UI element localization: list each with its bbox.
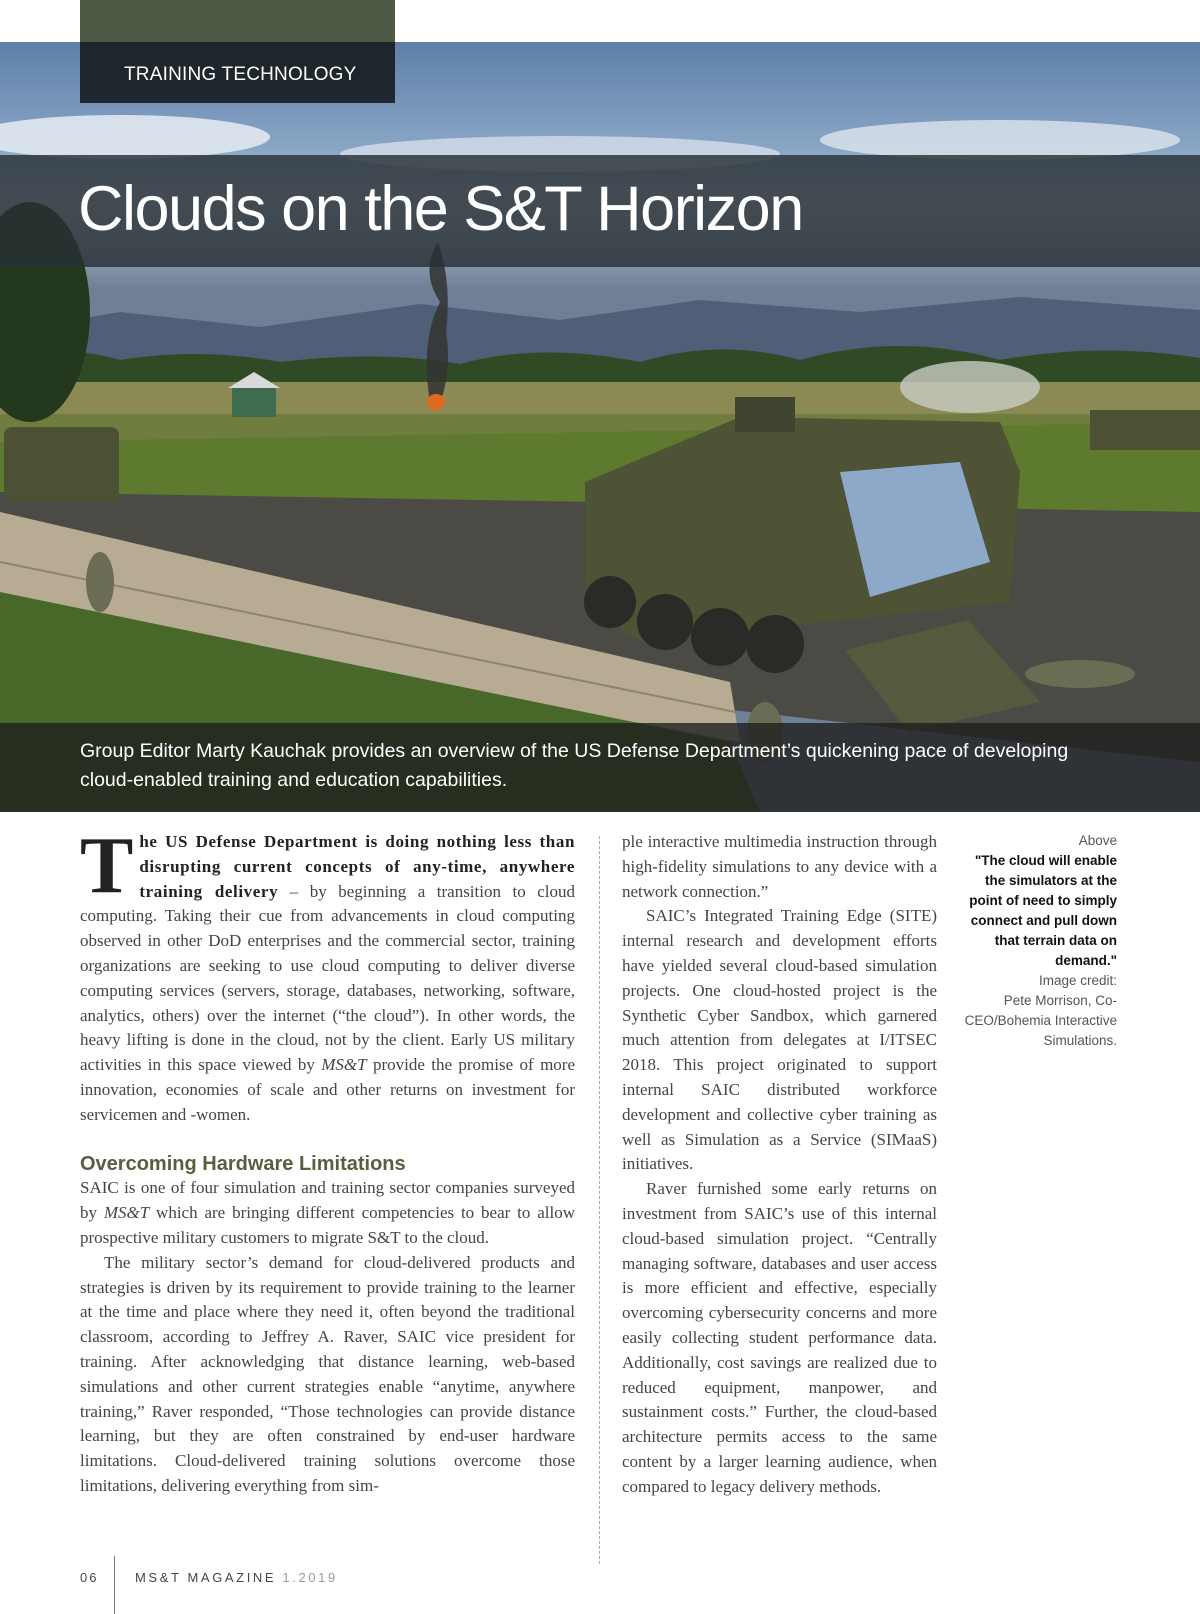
intro-text-end: provide the promise of more innovation, economies of scale and other returns on investment for servicemen and -women.: [80, 1055, 575, 1124]
saic-text-end: which are bringing different competencies to bear to allow prospective military customers to migrate S&T to the cloud.: [80, 1203, 575, 1247]
author-name: Marty Kauchak: [195, 740, 327, 762]
caption-quote: "The cloud will enable the simulators at the point of need to simply connect and pull down that terrain data on demand.": [969, 853, 1117, 968]
page-number: 06: [80, 1570, 99, 1585]
issue-number: 1.2019: [282, 1570, 338, 1585]
paragraph-demand: The military sector’s demand for cloud-delivered products and strategies is driven by its requirement to provide training to the learner at the time and place where they need it, often beyond the traditional classroom, according to Jeffrey A. Raver, SAIC vice president for training. After acknowledging that distance learning, web-based simulations and other current strategies enable “anytime, anywhere training,” Raver responded, “Those technologies can provide distance learning, but they are often constrained by end-user hardware limitations. Cloud-delivered training solutions overcome those limitations, delivering everything from sim-: [80, 1252, 575, 1495]
section-tab: [80, 0, 395, 103]
subheading: Overcoming Hardware Limitations: [80, 1152, 406, 1175]
column-1: [80, 822, 575, 1499]
article-deck: [80, 737, 1120, 795]
paragraph-site: SAIC’s Integrated Training Edge (SITE) internal research and development efforts have yielded several cloud-based simulation projects. One cloud-hosted project is the Synthetic Cyber Sandbox, which garnered much attention from delegates at I/ITSEC 2018. This project originated to support internal SAIC distributed workforce development and collective cyber training as well as Simulation as a Service (SIMaaS) initiatives.: [622, 906, 937, 1174]
paragraph-intro: [80, 822, 575, 1128]
paragraph-returns: Raver furnished some early returns on investment from SAIC’s use of this internal cloud-based simulation project. “Centrally managing software, databases and user access is more efficient and effective, especially overcoming cybersecurity concerns and more easily collecting student performance data. Additionally, cost savings are realized due to reduced equipment, manpower, and sustainment costs.” Further, the cloud-based architecture permits access to the same content by a larger learning audience, when compared to legacy delivery methods.: [622, 1179, 937, 1496]
intro-text: – by beginning a transition to cloud computing. Taking their cue from advancements in cloud computing observed in other DoD enterprises and the commercial sector, training organizations are seeking to use cloud computing to deliver diverse computing services (servers, storage, databases, networking, software, analytics, others) over the internet (“the cloud”). In other words, the heavy lifting is done in the cloud, not by the client. Early US military activities in this space viewed by: [80, 881, 575, 1075]
column-divider: [599, 836, 600, 1564]
section-tab-top: [80, 0, 395, 42]
section-label: TRAINING TECHNOLOGY: [124, 64, 357, 85]
drop-cap: T: [80, 822, 134, 910]
publication-name-2: MS&T: [103, 1203, 150, 1223]
credit-text: Pete Morrison, Co-CEO/Bohemia Interactive Simulations.: [964, 993, 1117, 1048]
article-title: Clouds on the S&T Horizon: [78, 174, 803, 244]
publication-name: MS&T: [321, 1055, 367, 1075]
paragraph-saic: [80, 1176, 575, 1250]
saic-text: SAIC is one of four simulation and training sector companies surveyed by: [80, 1178, 575, 1223]
lead-text: he US Defense Department is doing nothing less than disrupting current concepts of any-time, anywhere training delivery: [139, 832, 575, 901]
column-2: [622, 830, 937, 1500]
deck-text: provides an overview of the US Defense Department’s quickening pace of developing cloud-enabled training and education capabilities.: [80, 740, 1069, 791]
paragraph-continued: ple interactive multimedia instruction through high-fidelity simulations to any device with a network connection.”: [622, 832, 937, 901]
image-caption: [955, 831, 1117, 1051]
caption-label: Above: [1078, 833, 1117, 848]
deck-intro: Group Editor: [80, 740, 196, 762]
title-band: [0, 155, 1200, 267]
footer-rule: [114, 1556, 115, 1614]
deck-band: [0, 723, 1200, 812]
magazine-footer: [135, 1570, 338, 1585]
credit-label: Image credit:: [1038, 973, 1117, 988]
magazine-name: MS&T MAGAZINE: [135, 1570, 277, 1585]
